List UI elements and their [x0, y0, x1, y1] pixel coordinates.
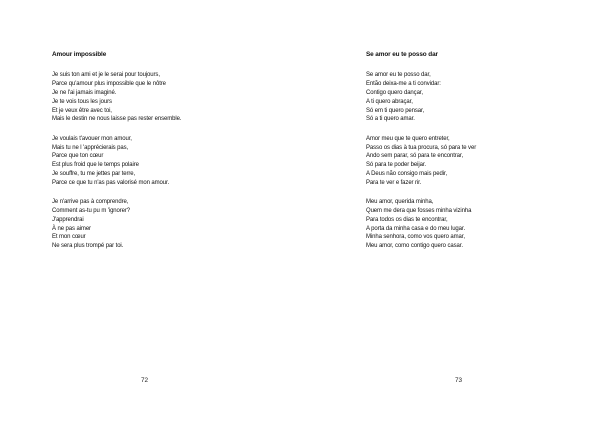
stanza-2	[366, 135, 600, 188]
poem-line: Je ne l'ai jamais imaginé.	[52, 90, 117, 96]
poem-line: Ando sem parar, só para te encontrar,	[366, 153, 464, 160]
poem-title: Se amor eu te posso dar	[366, 51, 438, 58]
poem-amour-impossible	[52, 51, 292, 262]
stanza-1	[52, 71, 292, 124]
poem-line: Se amor eu te posso dar,	[366, 72, 431, 79]
poem-line: Je n'arrive pas à comprendre,	[52, 199, 129, 206]
right-page	[300, 0, 600, 425]
poem-line: Contigo quero dançar,	[366, 90, 423, 96]
poem-line: Minha senhora, como vos quero amar,	[366, 234, 465, 241]
poem-line: A ti quero abraçar,	[366, 98, 413, 105]
poem-line: Passo os dias à tua procura, só para te ver	[366, 144, 477, 151]
poem-line: Parce que ton cœur	[52, 153, 104, 160]
poem-se-amor-eu-te-posso-dar	[366, 51, 600, 262]
poem-line: Mais tu ne l 'apprécierais pas,	[52, 144, 129, 151]
stanza-3	[366, 198, 600, 251]
poem-line: J'apprendrai	[52, 216, 84, 223]
poem-line: Para te ver e fazer rir.	[366, 179, 422, 186]
poem-line: Amor meu que te quero entreter,	[366, 135, 450, 142]
poem-line: Je suis ton ami et je le serai pour toujours,	[52, 72, 160, 79]
poem-line: Meu amor, como contigo quero casar.	[366, 243, 463, 250]
poem-line: Je souffre, tu me jettes par terre,	[52, 170, 136, 177]
stanza-1	[366, 71, 600, 124]
poem-line: À ne pas aimer	[52, 225, 91, 232]
poem-line: Meu amor, querida minha,	[366, 199, 434, 206]
poem-line: Para todos os dias te encontrar,	[366, 216, 448, 223]
poem-line: Só em ti quero pensar,	[366, 107, 425, 114]
page-number: 73	[455, 377, 463, 384]
poem-title: Amour impossible	[52, 51, 107, 58]
poem-line: Comment as-tu pu m 'ignorer?	[52, 207, 131, 214]
poem-line: Ne sera plus trompé par toi.	[52, 243, 124, 250]
page-number: 72	[141, 377, 149, 384]
stanza-3	[52, 198, 292, 251]
poem-line: Je voulais t'avouer mon amour,	[52, 135, 132, 142]
poem-line: Parce ce que tu n'as pas valorisé mon amour.	[52, 179, 170, 186]
poem-line: Et mon cœur	[52, 234, 86, 241]
poem-line: Mais le destin ne nous laisse pas rester ensemble.	[52, 116, 182, 123]
poem-line: Então deixa-me a ti convidar:	[366, 81, 441, 88]
poem-line: Só a ti quero amar.	[366, 116, 415, 123]
poem-line: Quem me dera que fosses minha vizinha	[366, 207, 472, 214]
poem-line: Só para te poder beijar.	[366, 162, 426, 169]
stanza-2	[52, 135, 292, 188]
poem-line: Je te vois tous les jours	[52, 98, 112, 105]
poem-line: Parce qu'amour plus impossible que le nôtre	[52, 81, 166, 88]
poem-line: A porta da minha casa e do meu lugar.	[366, 225, 466, 232]
poem-line: A Deus não consigo mais pedir,	[366, 170, 448, 177]
poem-line: Et je veux être avec toi,	[52, 107, 112, 114]
poem-line: Est plus froid que le temps polaire	[52, 162, 139, 169]
